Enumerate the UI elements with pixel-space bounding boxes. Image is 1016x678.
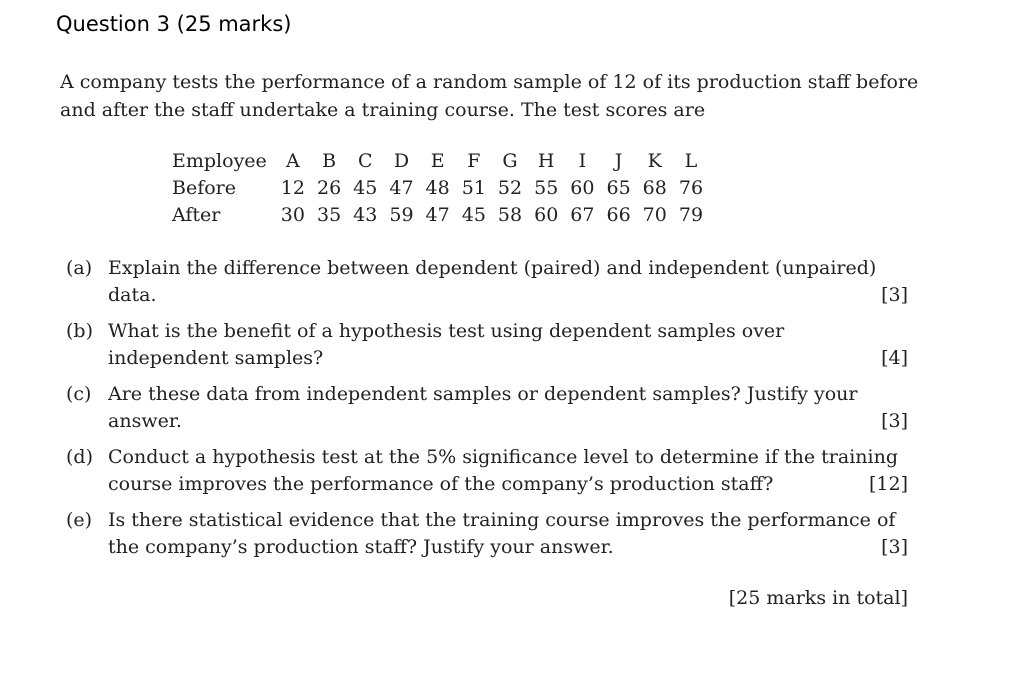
part-text: Are these data from independent samples or dependent samples? Justify your answer. (108, 383, 858, 432)
scores-table (166, 147, 709, 228)
after-score-cell: 30 (280, 203, 305, 226)
row-label-before: Before (172, 176, 237, 199)
question-part-e (66, 507, 908, 561)
after-score-cell: 60 (534, 203, 559, 226)
employee-cell: D (393, 149, 410, 172)
before-score-cell: 51 (461, 176, 486, 199)
part-marks: [12] (868, 473, 908, 495)
before-score-cell: 76 (678, 176, 704, 199)
employee-cell: J (614, 149, 623, 172)
after-score-cell: 58 (497, 203, 523, 226)
part-marks: [3] (881, 536, 908, 558)
employee-cell: I (578, 149, 587, 172)
before-score-cell: 45 (353, 176, 378, 199)
table-row-employee (166, 147, 709, 174)
employee-cell: G (502, 149, 518, 172)
before-score-cell: 68 (642, 176, 667, 199)
table-row-after (166, 201, 709, 228)
row-label-employee: Employee (172, 149, 267, 172)
after-score-cell: 47 (425, 203, 450, 226)
employee-cell: C (357, 149, 373, 172)
part-text: What is the benefit of a hypothesis test using dependent samples over independent samples? (108, 320, 785, 369)
before-score-cell: 26 (316, 176, 342, 199)
part-marks: [4] (881, 347, 908, 369)
question-parts (66, 255, 908, 570)
part-marks: [3] (881, 410, 908, 432)
after-score-cell: 79 (678, 203, 704, 226)
question-part-a (66, 255, 908, 309)
after-score-cell: 66 (606, 203, 631, 226)
employee-cell: F (467, 149, 481, 172)
before-score-cell: 55 (534, 176, 559, 199)
employee-cell: H (537, 149, 555, 172)
table-row-before (166, 174, 709, 201)
after-score-cell: 45 (461, 203, 486, 226)
part-label: (a) (66, 257, 93, 279)
after-score-cell: 59 (389, 203, 414, 226)
part-marks: [3] (881, 284, 908, 306)
question-heading: Question 3 (25 marks) (56, 12, 292, 36)
question-part-d (66, 444, 908, 498)
employee-cell: K (647, 149, 662, 172)
after-score-cell: 70 (642, 203, 667, 226)
before-score-cell: 60 (570, 176, 595, 199)
employee-cell: E (430, 149, 445, 172)
part-text: Conduct a hypothesis test at the 5% significance level to determine if the training course improves the performance of the company’s production staff? (108, 446, 899, 495)
after-score-cell: 67 (570, 203, 595, 226)
part-label: (b) (66, 320, 93, 342)
employee-cell: A (286, 149, 300, 172)
after-score-cell: 35 (316, 203, 342, 226)
before-score-cell: 65 (606, 176, 631, 199)
before-score-cell: 47 (389, 176, 414, 199)
after-score-cell: 43 (353, 203, 378, 226)
question-part-c (66, 381, 908, 435)
employee-cell: B (322, 149, 337, 172)
before-score-cell: 12 (280, 176, 305, 199)
part-text: Explain the difference between dependent (paired) and independent (unpaired) data. (108, 257, 877, 306)
employee-cell: L (684, 149, 698, 172)
before-score-cell: 52 (497, 176, 523, 199)
part-text: Is there statistical evidence that the training course improves the performance of the company’s production staff? Justify your answer. (108, 509, 896, 558)
question-intro: A company tests the performance of a random sample of 12 of its production staff before and after the staff undertake a training course. The test scores are (60, 71, 919, 121)
before-score-cell: 48 (425, 176, 450, 199)
total-marks: [25 marks in total] (728, 587, 908, 609)
part-label: (c) (66, 383, 92, 405)
question-part-b (66, 318, 908, 372)
part-label: (d) (66, 446, 93, 468)
part-label: (e) (66, 509, 93, 531)
row-label-after: After (172, 203, 221, 226)
